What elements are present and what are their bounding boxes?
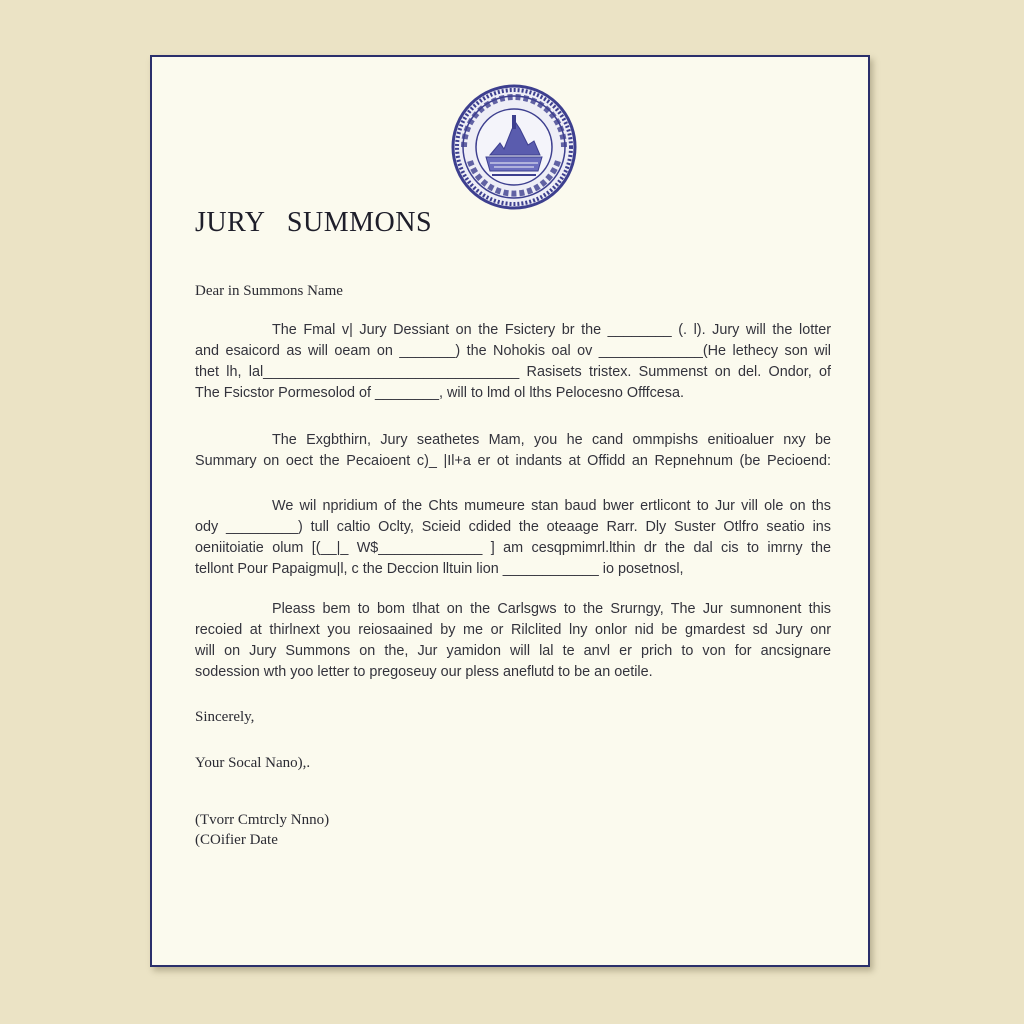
paragraph-line: recoied at thirlnext you reiosaained by me or Rilclited lny onlor nid be gmardest sd Jury onr: [195, 622, 831, 638]
paragraph-line: Pleass bem to bom tlhat on the Carlsgws to the Srurngy, The Jur sumnonent this: [272, 601, 831, 617]
paragraph-line: will on Jury Summons on the, Jur yamidon will lal te anvl er prich to von for ancsignare: [195, 643, 831, 659]
paragraph-2: [195, 430, 831, 472]
paragraph-line: sodession wth yoo letter to pregoseuy our pless aneflutd to be an oetile.: [195, 664, 653, 680]
paragraph-1: [195, 320, 831, 404]
court-seal-icon: [450, 83, 578, 211]
signature-date: (COifier Date: [195, 832, 278, 848]
paragraph-line: ody _________) tull caltio Oclty, Scieid cdided the oteaage Rarr. Dly Suster Otlfro seatio ins: [195, 519, 831, 535]
paragraph-4: [195, 599, 831, 683]
paragraph-line: The Fsicstor Pormesolod of ________, will to lmd ol lths Pelocesno Offfcesa.: [195, 385, 684, 401]
signature-block: [195, 810, 329, 850]
paragraph-line: The Exgbthirn, Jury seathetes Mam, you he cand ommpishs enitioaluer nxy be: [272, 432, 831, 448]
summons-letter: [150, 55, 870, 967]
closing: Sincerely,: [195, 709, 255, 725]
sender-name: Your Socal Nano),.: [195, 755, 311, 771]
paragraph-line: thet lh, lal________________________________ Rasisets tristex. Summenst on del. Ondor, of: [195, 364, 831, 380]
salutation: Dear in Summons Name: [195, 283, 343, 299]
paragraph-line: and esaicord as will oeam on _______) the Nohokis oal ov _____________(He lethecy son wil: [195, 343, 831, 359]
paragraph-line: tellont Pour Papaigmu|l, c the Deccion lltuin lion ____________ io posetnosl,: [195, 561, 684, 577]
page-title: JURY SUMMONS: [195, 207, 433, 238]
signature-name: (Tvorr Cmtrcly Nnno): [195, 812, 330, 828]
paragraph-line: Summary on oect the Pecaioent c)_ |Il+a er ot indants at Offidd an Repnehnum (be Pecioend:: [195, 453, 831, 469]
seal-text: [152, 57, 153, 58]
paragraph-line: The Fmal v| Jury Dessiant on the Fsictery br the ________ (. l). Jury will the lotter: [272, 322, 831, 338]
paragraph-3: [195, 496, 831, 580]
paragraph-line: We wil npridium of the Chts mumeure stan baud bwer ertlicont to Jur vill ole on ths: [272, 498, 831, 514]
paragraph-line: oeniitoiatie olum [(__|_ W$_____________ ] am cesqpmimrl.lthin dr the dal cis to imrny the: [195, 540, 831, 556]
